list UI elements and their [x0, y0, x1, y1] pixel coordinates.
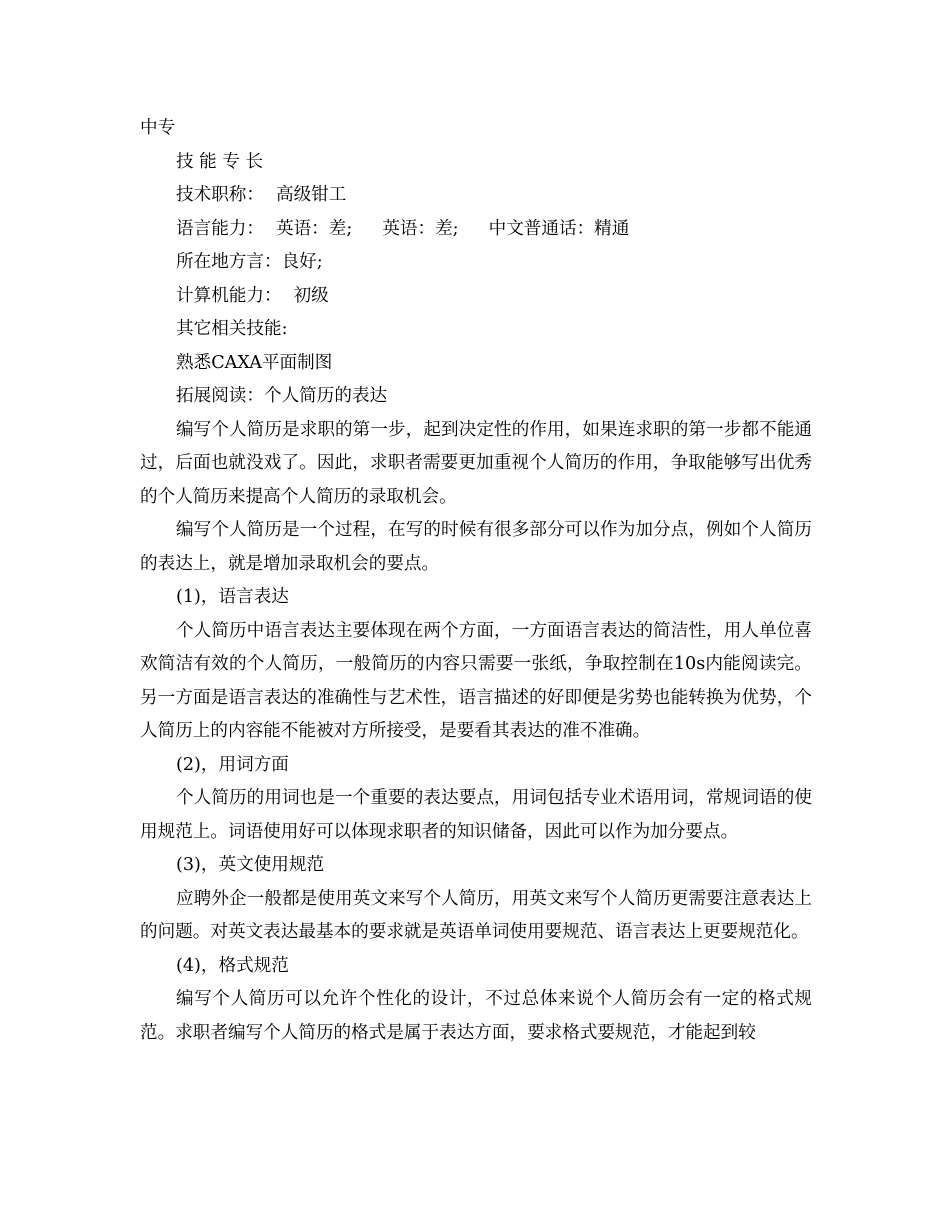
computer-ability-label: 计算机能力：	[176, 285, 282, 306]
tech-title-value: 高级钳工	[275, 185, 347, 205]
section-heading-2: (2)，用词方面	[176, 754, 289, 775]
language-ability-label: 语言能力：	[176, 218, 264, 239]
computer-ability-line	[140, 280, 812, 314]
language-english-1: 英语：差;	[275, 218, 353, 239]
section-heading-1: (1)，语言表达	[176, 587, 289, 607]
section-text-1: 个人简历中语言表达主要体现在两个方面，一方面语言表达的简洁性，用人单位喜欢简洁有效的个人简历，一般简历的内容只需要一张纸，争取控制在10s内能阅读完。另一方面是语言表达的准确性与艺术性，语言描述的好即便是劣势也能转换为优势，个人简历上的内容能不能被对方所接受，是要看其表达的准不准确。	[140, 620, 812, 741]
education-level: 中专	[140, 118, 176, 138]
caxa-line: 熟悉CAXA平面制图	[176, 352, 333, 373]
language-ability-line	[140, 213, 812, 247]
paragraph-1: 编写个人简历是求职的第一步，起到决定性的作用，如果连求职的第一步都不能通过，后面也就没戏了。因此，求职者需要更加重视个人简历的作用，争取能够写出优秀的个人简历来提高个人简历的录取机会。	[140, 419, 812, 507]
section-heading-4: (4)，格式规范	[176, 955, 289, 976]
dialect-line: 所在地方言：良好;	[176, 252, 323, 272]
paragraph-2: 编写个人简历是一个过程，在写的时候有很多部分可以作为加分点，例如个人简历的表达上，就是增加录取机会的要点。	[140, 520, 812, 574]
section-text-2: 个人简历的用词也是一个重要的表达要点，用词包括专业术语用词，常规词语的使用规范上。词语使用好可以体现求职者的知识储备，因此可以作为加分要点。	[140, 788, 812, 842]
computer-ability-value: 初级	[293, 285, 329, 306]
section-heading-3: (3)，英文使用规范	[176, 855, 325, 875]
language-mandarin: 中文普通话：精通	[488, 218, 630, 239]
language-english-2: 英语：差;	[382, 218, 459, 239]
section-text-3: 应聘外企一般都是使用英文来写个人简历，用英文来写个人简历更需要注意表达上的问题。对英文表达最基本的要求就是英语单词使用要规范、语言表达上更要规范化。	[140, 888, 812, 942]
document-page	[140, 112, 812, 1050]
tech-title-line	[140, 179, 812, 213]
section-text-4: 编写个人简历可以允许个性化的设计，不过总体来说个人简历会有一定的格式规范。求职者编写个人简历的格式是属于表达方面，要求格式要规范，才能起到较	[140, 989, 812, 1043]
skills-heading: 技 能 专 长	[176, 151, 264, 172]
other-skills-line: 其它相关技能:	[176, 319, 288, 339]
extended-reading-title: 拓展阅读：个人简历的表达	[176, 386, 388, 406]
tech-title-label: 技术职称：	[176, 185, 264, 205]
